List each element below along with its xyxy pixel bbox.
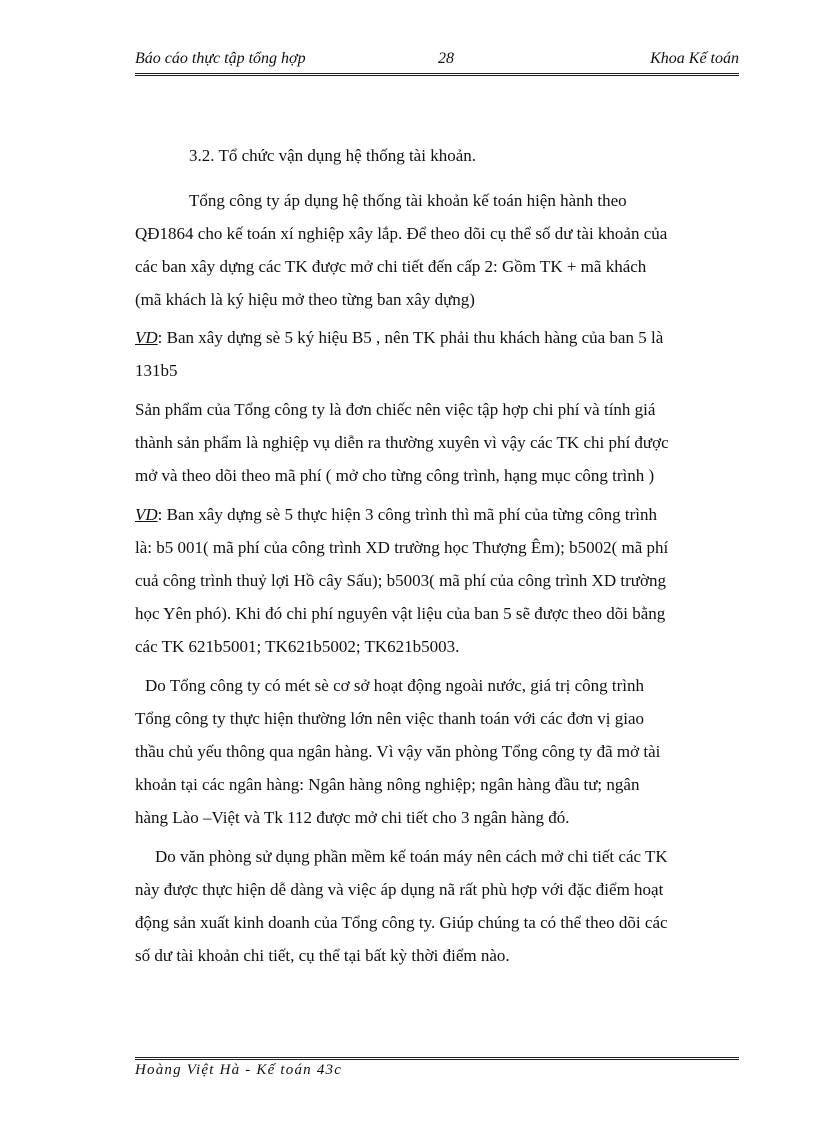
paragraph-line: các TK 621b5001; TK621b5002; TK621b5003. — [135, 637, 460, 656]
paragraph-line: học Yên phó). Khi đó chi phí nguyên vật liệu của ban 5 sẽ được theo dõi bằng — [135, 604, 666, 623]
paragraph-line: Sản phẩm của Tổng công ty là đơn chiếc nên việc tập hợp chi phí và tính giá — [135, 400, 656, 419]
example-label: VD — [135, 505, 158, 524]
paragraph-line: (mã khách là ký hiệu mở theo từng ban xây dựng) — [135, 290, 475, 309]
paragraph-line: Do Tổng công ty có mét sè cơ sở hoạt động ngoài nước, giá trị công trình — [145, 676, 645, 695]
example-line — [135, 505, 657, 525]
paragraph-line: mở và theo dõi theo mã phí ( mở cho từng công trình, hạng mục công trình ) — [135, 466, 655, 485]
paragraph-line: Do văn phòng sử dụng phần mềm kế toán máy nên cách mở chi tiết các TK — [155, 847, 668, 866]
paragraph-line: các ban xây dựng các TK được mở chi tiết đến cấp 2: Gồm TK + mã khách — [135, 257, 647, 276]
footer-rule — [135, 1057, 739, 1060]
section-title: 3.2. Tổ chức vận dụng hệ thống tài khoản. — [189, 146, 476, 165]
page-header — [135, 48, 739, 72]
example-text: : Ban xây dựng sè 5 thực hiện 3 công trình thì mã phí của từng công trình — [157, 505, 657, 524]
paragraph-line: số dư tài khoản chi tiết, cụ thể tại bất kỳ thời điểm nào. — [135, 946, 510, 965]
paragraph-line: cuả công trình thuỷ lợi Hồ cây Sấu); b5003( mã phí của công trình XD trường — [135, 571, 666, 590]
example-line — [135, 328, 663, 348]
paragraph-line: QĐ1864 cho kế toán xí nghiệp xây lắp. Để theo dõi cụ thể số dư tài khoản của — [135, 224, 668, 243]
paragraph-line: động sản xuất kinh doanh của Tổng công ty. Giúp chúng ta có thể theo dõi các — [135, 913, 668, 932]
page-footer: Hoàng Việt Hà - Kế toán 43c — [135, 1062, 343, 1078]
paragraph-line: 131b5 — [135, 361, 178, 380]
header-department: Khoa Kế toán — [650, 50, 739, 67]
paragraph-line: là: b5 001( mã phí của công trình XD trường học Thượng Êm); b5002( mã phí — [135, 538, 669, 557]
paragraph-line: Tổng công ty áp dụng hệ thống tài khoản kế toán hiện hành theo — [189, 191, 627, 210]
header-report-title: Báo cáo thực tập tổng hợp — [135, 50, 306, 67]
paragraph-line: thầu chủ yếu thông qua ngân hàng. Vì vậy văn phòng Tổng công ty đã mở tài — [135, 742, 661, 761]
paragraph-line: này được thực hiện dễ dàng và việc áp dụng nã rất phù hợp với đặc điểm hoạt — [135, 880, 664, 899]
example-text: : Ban xây dựng sè 5 ký hiệu B5 , nên TK phải thu khách hàng của ban 5 là — [157, 328, 664, 347]
header-page-number: 28 — [438, 50, 454, 67]
header-rule — [135, 73, 739, 76]
paragraph-line: Tổng công ty thực hiện thường lớn nên việc thanh toán với các đơn vị giao — [135, 709, 645, 728]
paragraph-line: hàng Lào –Việt và Tk 112 được mở chi tiết cho 3 ngân hàng đó. — [135, 808, 570, 827]
example-label: VD — [135, 328, 158, 347]
paragraph-line: thành sản phẩm là nghiệp vụ diễn ra thường xuyên vì vậy các TK chi phí được — [135, 433, 669, 452]
paragraph-line: khoản tại các ngân hàng: Ngân hàng nông nghiệp; ngân hàng đầu tư; ngân — [135, 775, 640, 794]
